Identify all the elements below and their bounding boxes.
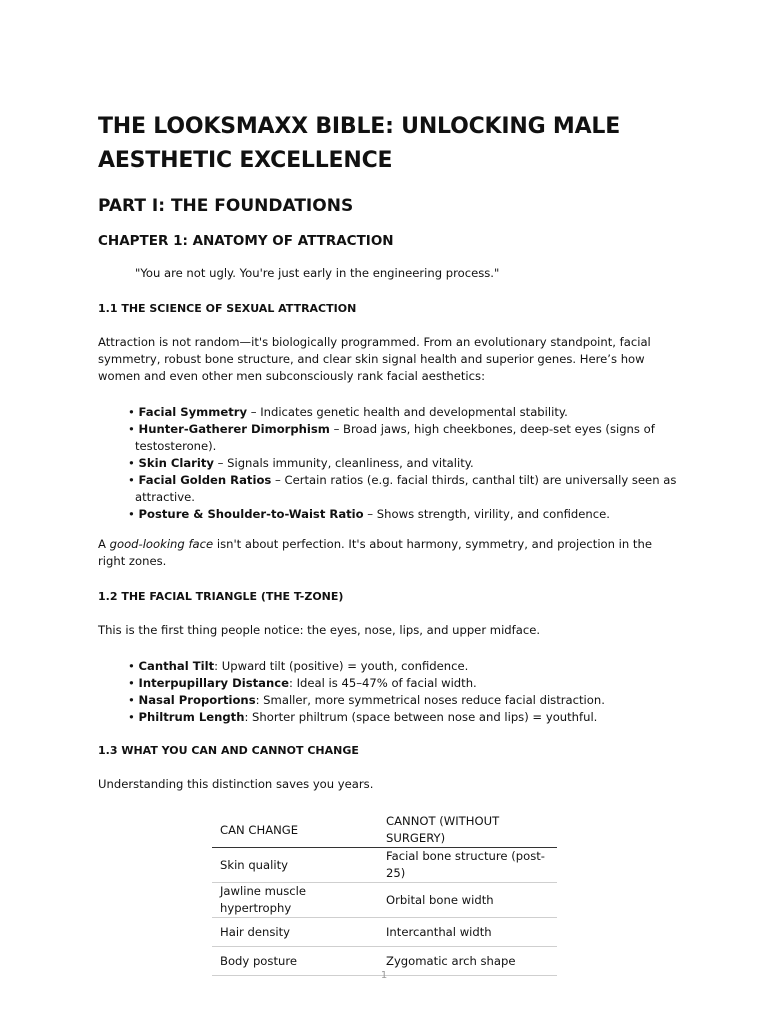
section-1-3-intro: Understanding this distinction saves you years. xyxy=(98,777,374,791)
table-cell: Body posture xyxy=(212,947,378,976)
section-1-1-intro: Attraction is not random—it's biologically programmed. From an evolutionary standpoint, facial symmetry, robust bone structure, and clear skin signal health and superior genes. Here’s how women and even other men subconsciously rank facial aesthetics: xyxy=(98,335,651,383)
list-item-desc: – Signals immunity, cleanliness, and vitality. xyxy=(213,456,474,470)
list-item-desc: – Certain ratios (e.g. facial thirds, canthal tilt) are universally seen as attractive. xyxy=(135,473,677,504)
list-item-desc: : Smaller, more symmetrical noses reduce facial distraction. xyxy=(255,693,605,707)
table-cell: Skin quality xyxy=(212,848,378,883)
list-item xyxy=(128,404,678,421)
facial-triangle-list xyxy=(98,658,678,726)
closing-text-a: A xyxy=(98,537,110,551)
table-row xyxy=(212,848,557,883)
list-item-term: Skin Clarity xyxy=(138,456,214,470)
table-row xyxy=(212,883,557,918)
list-item xyxy=(128,506,678,523)
list-item-term: Nasal Proportions xyxy=(138,693,256,707)
list-item xyxy=(128,709,678,726)
table-cell: Zygomatic arch shape xyxy=(378,947,557,976)
epigraph-quote: "You are not ugly. You're just early in the engineering process." xyxy=(135,266,500,280)
section-heading-1-2: 1.2 THE FACIAL TRIANGLE (THE T-ZONE) xyxy=(98,590,344,603)
table-cell: Orbital bone width xyxy=(378,883,557,918)
table-cell: Jawline muscle hypertrophy xyxy=(212,883,378,918)
list-item-desc: : Upward tilt (positive) = youth, confidence. xyxy=(214,659,469,673)
table-header-cell: CANNOT (WITHOUT SURGERY) xyxy=(378,813,557,848)
table-header-row xyxy=(212,813,557,848)
section-heading-1-3: 1.3 WHAT YOU CAN AND CANNOT CHANGE xyxy=(98,744,359,757)
section-1-2-intro: This is the first thing people notice: the eyes, nose, lips, and upper midface. xyxy=(98,623,541,637)
part-heading: PART I: THE FOUNDATIONS xyxy=(98,196,354,216)
list-item xyxy=(128,455,678,472)
closing-emphasis: good-looking face xyxy=(109,537,214,551)
list-item-desc: – Broad jaws, high cheekbones, deep-set eyes (signs of testosterone). xyxy=(135,422,655,453)
list-item-term: Canthal Tilt xyxy=(138,659,215,673)
table-header-cell: CAN CHANGE xyxy=(212,813,378,848)
closing-text-b: isn't about perfection. It's about harmony, symmetry, and projection in the right zones. xyxy=(98,537,652,568)
section-1-1-closing xyxy=(98,536,678,570)
table-row xyxy=(212,918,557,947)
table-cell: Hair density xyxy=(212,918,378,947)
chapter-heading: CHAPTER 1: ANATOMY OF ATTRACTION xyxy=(98,233,394,249)
attraction-factors-list xyxy=(98,404,678,523)
list-item-term: Interpupillary Distance xyxy=(138,676,289,690)
section-heading-1-1: 1.1 THE SCIENCE OF SEXUAL ATTRACTION xyxy=(98,302,357,315)
page-number: 1 xyxy=(380,970,388,981)
list-item xyxy=(128,658,678,675)
table-cell: Facial bone structure (post-25) xyxy=(378,848,557,883)
document-page xyxy=(98,110,678,976)
list-item-desc: : Shorter philtrum (space between nose and lips) = youthful. xyxy=(244,710,598,724)
list-item-term: Hunter-Gatherer Dimorphism xyxy=(138,422,330,436)
list-item xyxy=(128,675,678,692)
table-cell: Intercanthal width xyxy=(378,918,557,947)
document-title: THE LOOKSMAXX BIBLE: UNLOCKING MALE AESTHETIC EXCELLENCE xyxy=(98,114,621,173)
list-item-desc: – Shows strength, virility, and confidence. xyxy=(363,507,610,521)
list-item xyxy=(128,472,678,506)
list-item-desc: – Indicates genetic health and developmental stability. xyxy=(247,405,568,419)
list-item-term: Facial Symmetry xyxy=(138,405,248,419)
list-item xyxy=(128,692,678,709)
list-item-term: Posture & Shoulder-to-Waist Ratio xyxy=(138,507,364,521)
change-table xyxy=(212,813,557,976)
list-item xyxy=(128,421,678,455)
list-item-term: Facial Golden Ratios xyxy=(138,473,272,487)
list-item-desc: : Ideal is 45–47% of facial width. xyxy=(288,676,477,690)
list-item-term: Philtrum Length xyxy=(138,710,245,724)
